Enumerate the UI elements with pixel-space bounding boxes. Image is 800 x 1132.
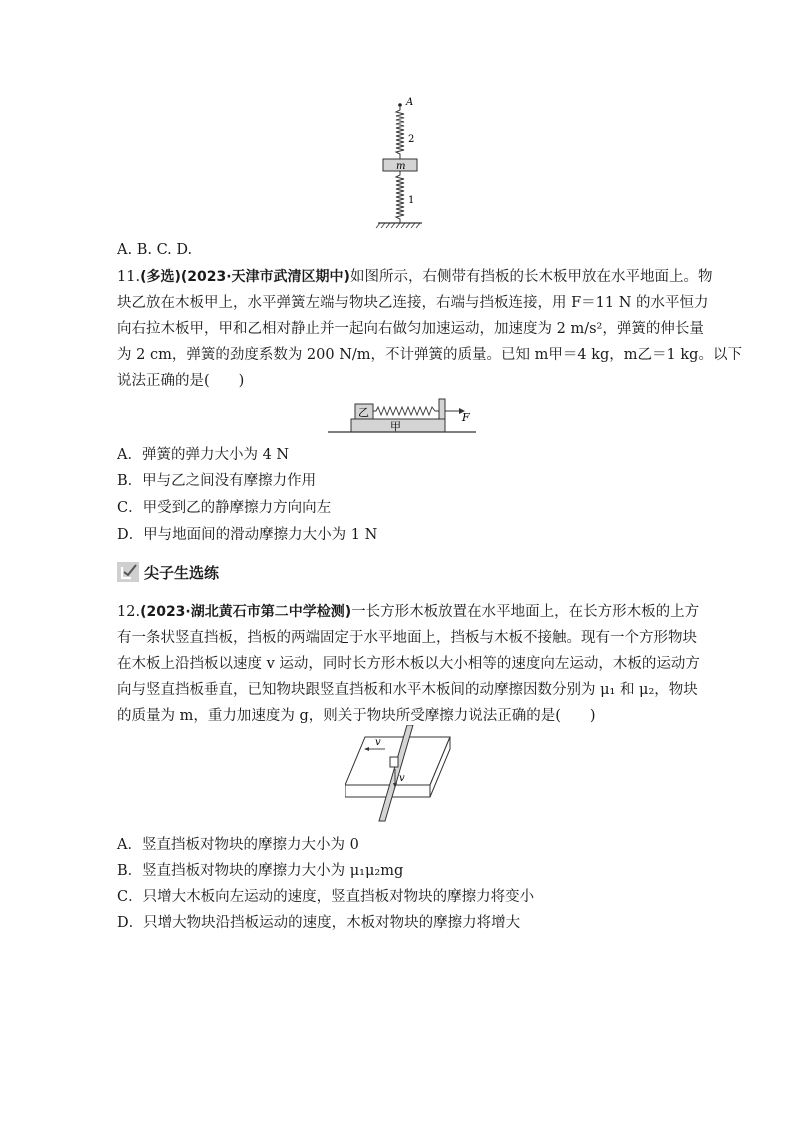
section-icon bbox=[117, 562, 139, 582]
q12-line4: 向与竖直挡板垂直，已知物块跟竖直挡板和水平木板间的动摩擦因数分别为 μ₁ 和 μ₂，物块 bbox=[117, 682, 698, 698]
q10-options: A. B. C. D. bbox=[117, 242, 193, 258]
q11-text: 如图所示，右侧带有挡板的长木板甲放在水平地面上。物 bbox=[349, 269, 713, 285]
q12-option-b: B．竖直挡板对物块的摩擦力大小为 μ₁μ₂mg bbox=[117, 863, 404, 879]
q12-line1 bbox=[117, 602, 699, 622]
q12-line5: 的质量为 m，重力加速度为 g，则关于物块所受摩擦力说法正确的是( ) bbox=[117, 708, 596, 724]
q12-line2: 有一条状竖直挡板，挡板的两端固定于水平地面上，挡板与木板不接触。现有一个方形物块 bbox=[117, 630, 697, 646]
section-header bbox=[117, 560, 232, 584]
q11-line5: 说法正确的是( ) bbox=[117, 373, 245, 389]
q12-source: (2023·湖北黄石市第二中学检测) bbox=[140, 604, 352, 620]
q11-source: (2023·天津市武清区期中) bbox=[180, 269, 350, 285]
v-down-label: v bbox=[399, 773, 405, 784]
q12-option-d: D．只增大物块沿挡板运动的速度，木板对物块的摩擦力将增大 bbox=[117, 915, 521, 931]
q12-option-c: C．只增大木板向左运动的速度，竖直挡板对物块的摩擦力将变小 bbox=[117, 889, 535, 905]
q11-option-a: A．弹簧的弹力大小为 4 N bbox=[117, 447, 290, 463]
board-label: 甲 bbox=[390, 420, 401, 433]
q12-line3: 在木板上沿挡板以速度 v 运动，同时长方形木板以大小相等的速度向左运动，木板的运动方 bbox=[117, 656, 700, 672]
q11-line3: 向右拉木板甲，甲和乙相对静止并一起向右做匀加速运动，加速度为 2 m/s²，弹簧的伸长量 bbox=[117, 321, 704, 337]
q11-option-c: C．甲受到乙的静摩擦力方向向左 bbox=[117, 500, 332, 516]
q11-line1 bbox=[117, 267, 712, 287]
q11-number: 11. bbox=[117, 269, 141, 285]
board-barrier-figure bbox=[345, 725, 455, 825]
spring-mass-figure bbox=[360, 95, 440, 235]
q11-option-d: D．甲与地面间的滑动摩擦力大小为 1 N bbox=[117, 527, 378, 543]
q12-number: 12. bbox=[117, 604, 141, 620]
board-spring-figure bbox=[328, 395, 478, 440]
q11-line4: 为 2 cm，弹簧的劲度系数为 200 N/m，不计弹簧的质量。已知 m甲＝4 kg，m乙＝1 kg。以下 bbox=[117, 347, 742, 363]
block-label: 乙 bbox=[358, 406, 369, 419]
q12-text: 一长方形木板放置在水平地面上，在长方形木板的上方 bbox=[351, 604, 700, 620]
q11-line2: 块乙放在木板甲上，水平弹簧左端与物块乙连接，右端与挡板连接，用 F＝11 N 的水平恒力 bbox=[117, 295, 709, 311]
label-A: A bbox=[406, 97, 414, 108]
label-m: m bbox=[396, 161, 406, 172]
q12-option-a: A．竖直挡板对物块的摩擦力大小为 0 bbox=[117, 837, 359, 853]
label-2: 2 bbox=[408, 134, 415, 145]
v-left-label: v bbox=[375, 737, 381, 748]
section-title: 尖子生选练 bbox=[144, 564, 220, 582]
force-label: F bbox=[462, 411, 470, 424]
label-1: 1 bbox=[408, 195, 415, 206]
q11-tag: (多选) bbox=[140, 269, 181, 285]
q11-option-b: B．甲与乙之间没有摩擦力作用 bbox=[117, 473, 317, 489]
